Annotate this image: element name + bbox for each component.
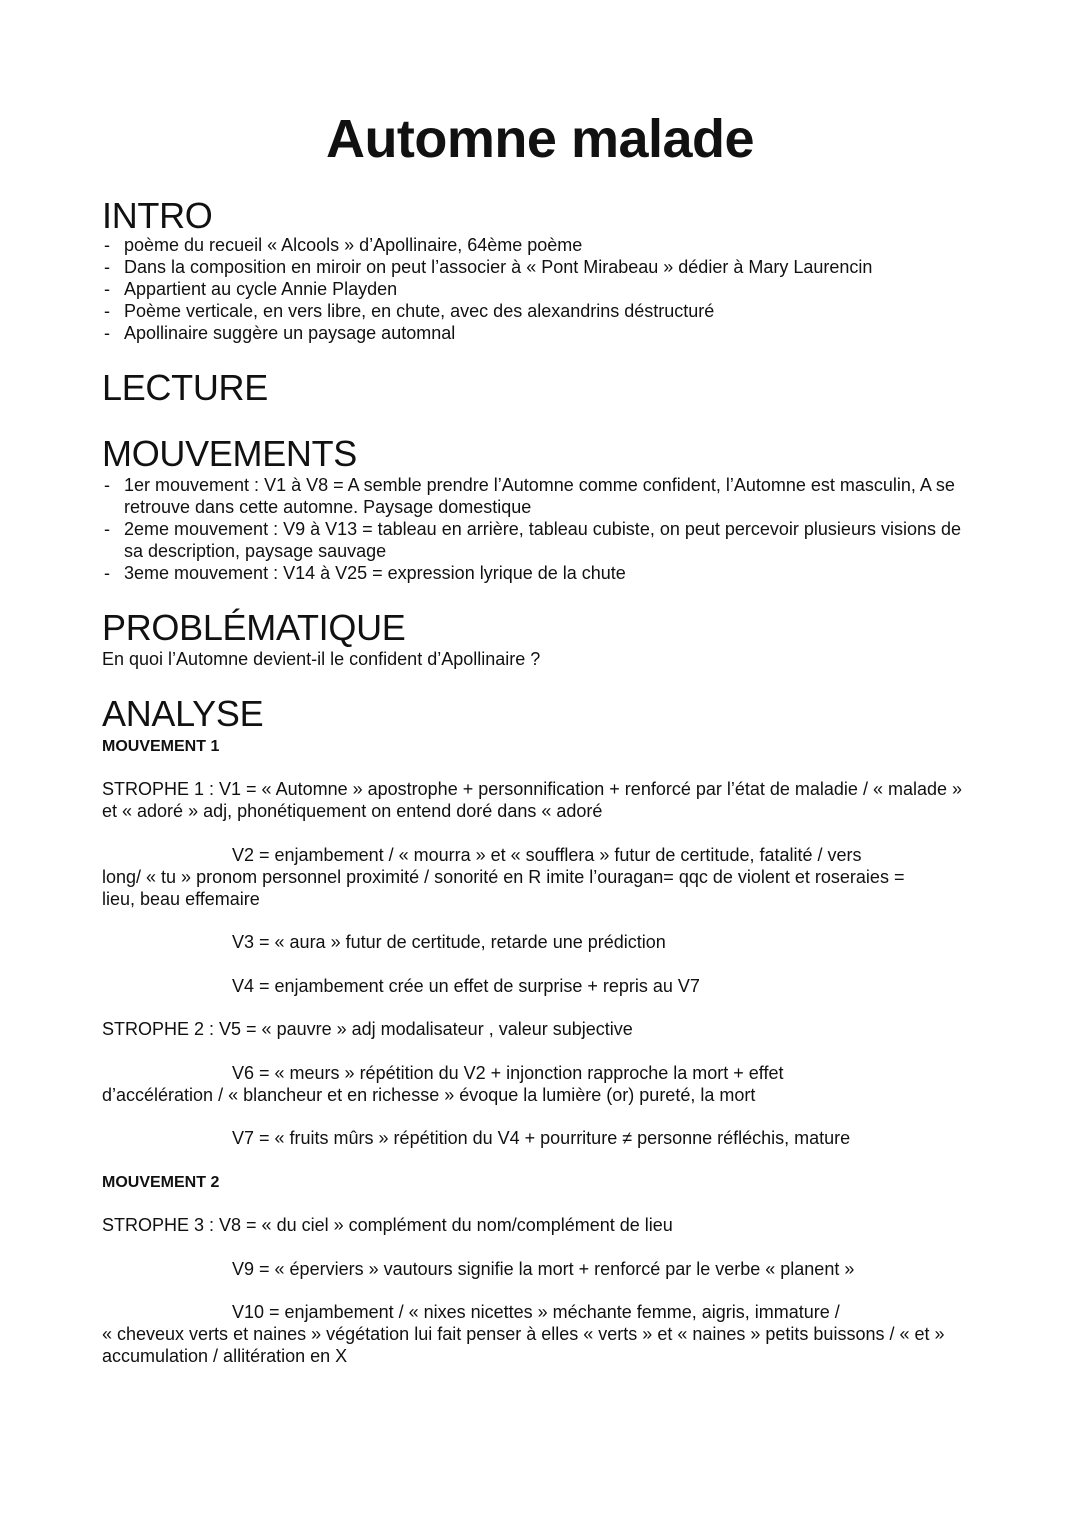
problematique-text: En quoi l’Automne devient-il le confident d’Apollinaire ? <box>102 649 541 669</box>
v2-text: V2 = enjambement / « mourra » et « soufflera » futur de certitude, fatalité / vers <box>232 845 862 865</box>
v2-continuation: long/ « tu » pronom personnel proximité / sonorité en R imite l’ouragan= qqc de violent et roseraies = lieu, beau effemaire <box>102 867 905 909</box>
list-item: - Dans la composition en miroir on peut l’associer à « Pont Mirabeau » dédier à Mary Laurencin <box>102 256 982 278</box>
v9-text: V9 = « éperviers » vautours signifie la mort + renforcé par le verbe « planent » <box>232 1259 855 1279</box>
v4-text: V4 = enjambement crée un effet de surprise + repris au V7 <box>232 976 700 996</box>
v7-text: V7 = « fruits mûrs » répétition du V4 + pourriture ≠ personne réfléchis, mature <box>232 1128 851 1148</box>
list-item: - poème du recueil « Alcools » d’Apollinaire, 64ème poème <box>102 234 982 256</box>
mouvements-heading: MOUVEMENTS <box>102 433 358 474</box>
intro-list <box>102 234 982 344</box>
strophe-1-text: STROPHE 1 : V1 = « Automne » apostrophe + personnification + renforcé par l’état de maladie / « malade » et « adoré » adj, phonétiquement on entend doré dans « adoré <box>102 779 963 821</box>
list-item: - 3eme mouvement : V14 à V25 = expression lyrique de la chute <box>102 562 972 584</box>
list-item: - Appartient au cycle Annie Playden <box>102 278 982 300</box>
list-item: - 2eme mouvement : V9 à V13 = tableau en arrière, tableau cubiste, on peut percevoir plusieurs visions de sa description, paysage sauvage <box>102 518 972 562</box>
mouvement-1-label: MOUVEMENT 1 <box>102 738 220 755</box>
list-item: - Poème verticale, en vers libre, en chute, avec des alexandrins déstructuré <box>102 300 982 322</box>
page-title: Automne malade <box>325 109 755 169</box>
strophe-2-text: STROPHE 2 : V5 = « pauvre » adj modalisateur , valeur subjective <box>102 1019 633 1039</box>
strophe-3-text: STROPHE 3 : V8 = « du ciel » complément du nom/complément de lieu <box>102 1215 673 1235</box>
list-item: - 1er mouvement : V1 à V8 = A semble prendre l’Automne comme confident, l’Automne est masculin, A se retrouve dans cette automne. Paysage domestique <box>102 474 972 518</box>
v6-text: V6 = « meurs » répétition du V2 + injonction rapproche la mort + effet <box>232 1063 784 1083</box>
list-item: - Apollinaire suggère un paysage automnal <box>102 322 982 344</box>
v10-text: V10 = enjambement / « nixes nicettes » méchante femme, aigris, immature / <box>232 1302 840 1322</box>
mouvements-list <box>102 474 972 584</box>
v3-text: V3 = « aura » futur de certitude, retarde une prédiction <box>232 932 666 952</box>
lecture-heading: LECTURE <box>102 367 268 408</box>
intro-heading: INTRO <box>102 195 213 236</box>
analyse-heading: ANALYSE <box>102 693 264 734</box>
v10-continuation: « cheveux verts et naines » végétation lui fait penser à elles « verts » et « naines » petits buissons / « et » accumulation / allitération en X <box>102 1324 945 1366</box>
v6-continuation: d’accélération / « blancheur et en richesse » évoque la lumière (or) pureté, la mort <box>102 1085 756 1105</box>
mouvement-2-label: MOUVEMENT 2 <box>102 1174 220 1191</box>
problematique-heading: PROBLÉMATIQUE <box>102 607 406 648</box>
